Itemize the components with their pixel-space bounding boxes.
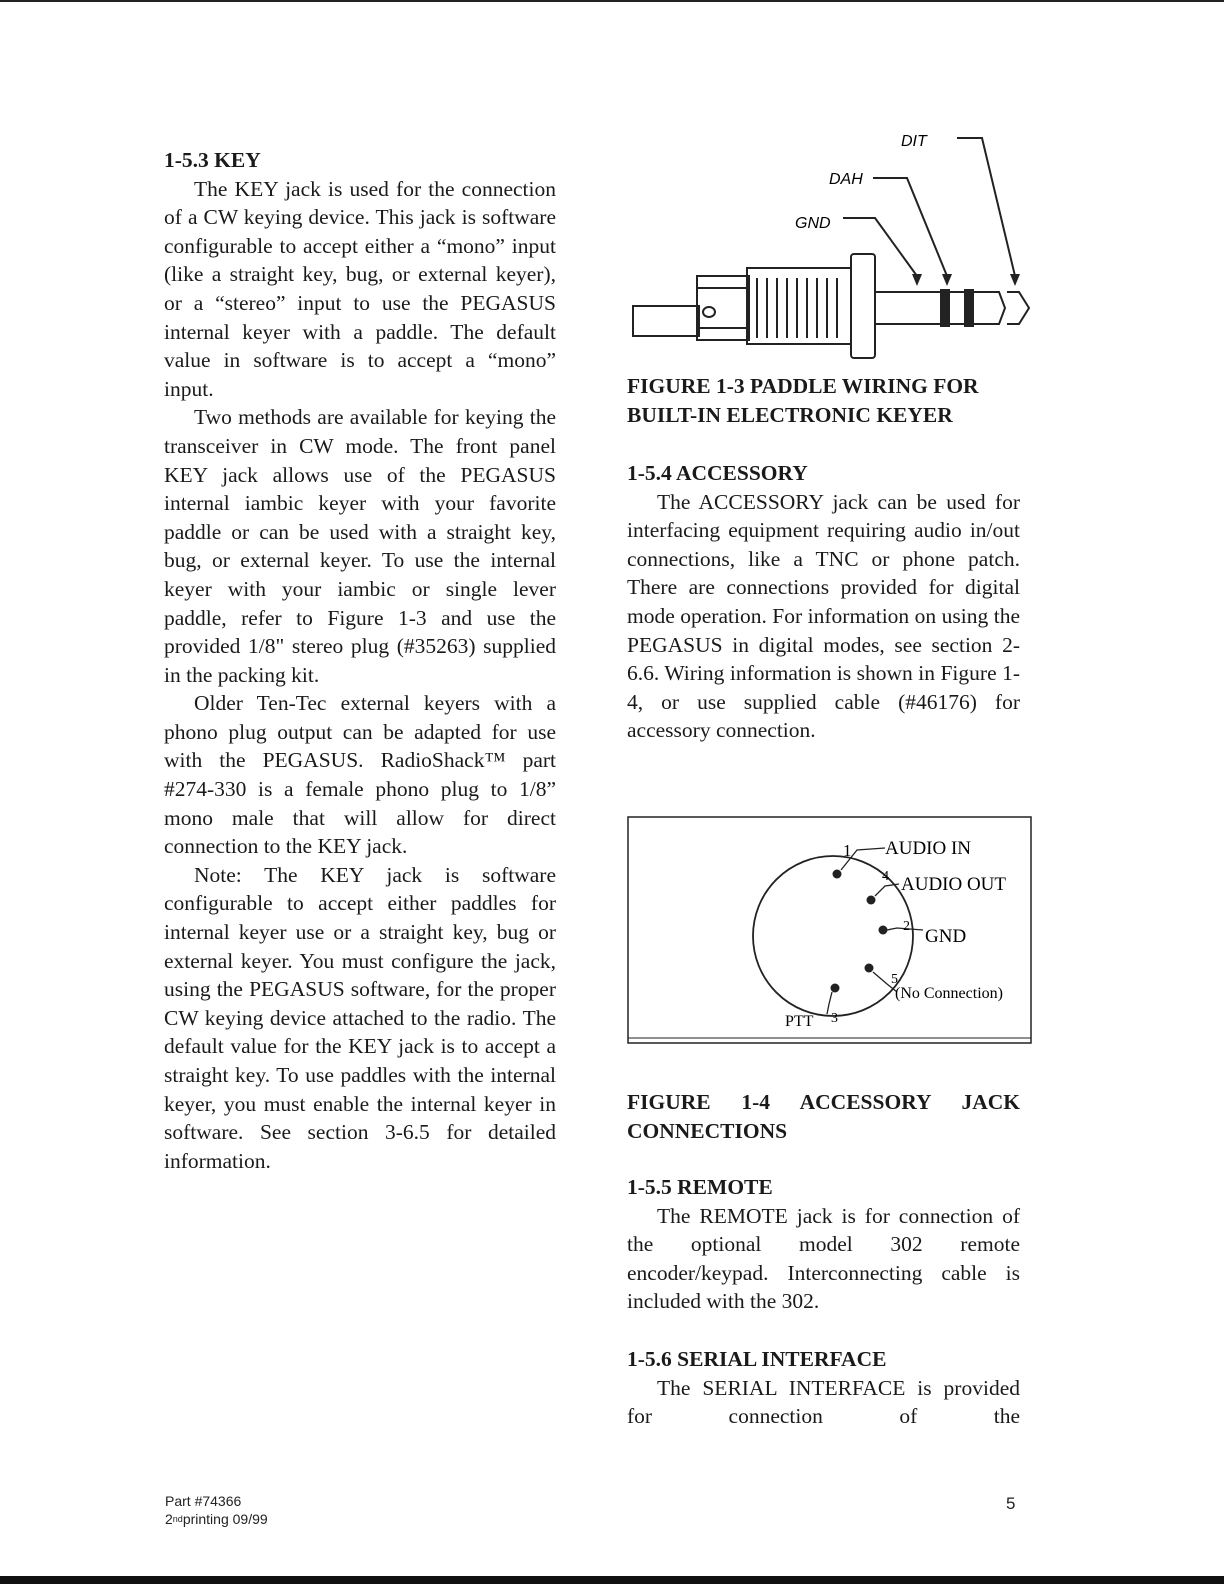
section-heading-serial: 1-5.6 SERIAL INTERFACE [627, 1347, 887, 1371]
pin-2 [879, 926, 888, 935]
pin-1-number: 1 [843, 841, 852, 860]
footer-part-info [165, 1492, 268, 1528]
stereo-plug-diagram [627, 128, 1047, 368]
dit-label: DIT [901, 133, 927, 150]
figure-1-3-caption-line-1: FIGURE 1-3 PADDLE WIRING FOR [627, 374, 979, 398]
key-paragraph-3: Older Ten-Tec external keyers with a phono plug output can be adapted for use with the PEGASUS. RadioShack™ part #274-330 is a female phono plug to 1/8” mono male that will allow for direct connection to the KEY jack. [164, 691, 556, 859]
section-heading-accessory: 1-5.4 ACCESSORY [627, 461, 808, 485]
ptt-label: PTT [785, 1013, 814, 1030]
pin-3-number: 3 [831, 1011, 838, 1026]
figure-1-4-caption-line-1: FIGURE 1-4 ACCESSORY JACK [627, 1090, 1020, 1114]
pin-1 [833, 870, 842, 879]
key-paragraph-4: Note: The KEY jack is software configurable to accept either paddles for internal keyer use or a straight key, bug or external keyer. You must configure the jack, using the PEGASUS software, for the proper CW keying device attached to the radio. The default value for the KEY jack is to accept a straight key. To use paddles with the internal keyer, you must enable the internal keyer in software. See section 3-6.5 for detailed information. [164, 862, 556, 1173]
section-heading-remote: 1-5.5 REMOTE [627, 1175, 773, 1199]
accessory-section [627, 459, 1020, 745]
page-bottom-border [0, 1576, 1224, 1584]
audio-out-label: AUDIO OUT [901, 874, 1007, 895]
pin-3 [831, 984, 840, 993]
footer-printing-date: printing 09/99 [182, 1511, 268, 1527]
solder-tab [633, 306, 699, 336]
key-paragraph-2: Two methods are available for keying the transceiver in CW mode. The front panel KEY jack allows use of the PEGASUS internal iambic keyer with your favorite paddle or can be used with a straight key, bug, or external keyer. To use the internal keyer with your iambic or single lever paddle, refer to Figure 1-3 and use the provided 1/8" stereo plug (#35263) supplied in the packing kit. [164, 405, 556, 687]
figure-1-3-caption [627, 372, 1020, 429]
serial-paragraph: The SERIAL INTERFACE is provided for connection of the [627, 1375, 1020, 1429]
audio-in-label: AUDIO IN [885, 838, 972, 859]
footer-part-number: Part #74366 [165, 1493, 242, 1509]
pin-4-number: 4 [882, 869, 889, 884]
figure-1-4-caption-line-2: CONNECTIONS [627, 1118, 788, 1143]
pin-5 [865, 964, 874, 973]
no-connection-label: (No Connection) [895, 985, 1003, 1002]
page-top-border [0, 0, 1224, 2]
serial-section [627, 1345, 1020, 1431]
remote-section [627, 1173, 1020, 1316]
figure-1-3-caption-line-2: BUILT-IN ELECTRONIC KEYER [627, 402, 953, 427]
page-number: 5 [1006, 1494, 1016, 1513]
figure-1-4-diagram [627, 816, 1033, 1046]
pin-5-number: 5 [891, 972, 898, 987]
section-heading-key: 1-5.3 KEY [164, 148, 261, 172]
figure-1-4-caption [627, 1088, 1020, 1145]
accessory-paragraph: The ACCESSORY jack can be used for interfacing equipment requiring audio in/out connections, like a TNC or phone patch. There are connections provided for digital mode operation. For information on using the PEGASUS in digital modes, see section 2-6.6. Wiring information is shown in Figure 1-4, or use supplied cable (#46176) for accessory connection. [627, 489, 1020, 743]
pin-4 [867, 896, 876, 905]
figure-1-3-diagram [627, 128, 1047, 368]
footer-printing-number: 2 [165, 1511, 173, 1527]
left-column [164, 146, 556, 1175]
gnd-pin-label: GND [925, 926, 967, 947]
gnd-label: GND [795, 215, 831, 232]
footer-printing-suffix: nd [172, 1514, 183, 1524]
remote-paragraph: The REMOTE jack is for connection of the optional model 302 remote encoder/keypad. Interconnecting cable is included with the 302. [627, 1203, 1020, 1314]
dah-label: DAH [829, 171, 863, 188]
key-paragraph-1: The KEY jack is used for the connection of a CW keying device. This jack is software configurable to accept either a “mono” input (like a straight key, bug, or external keyer), or a “stereo” input to use the PEGASUS internal keyer with a paddle. The default value in software is to accept a “mono” input. [164, 176, 556, 401]
pin-2-number: 2 [903, 919, 910, 934]
accessory-jack-diagram [627, 816, 1033, 1046]
footer-printing [165, 1510, 268, 1528]
